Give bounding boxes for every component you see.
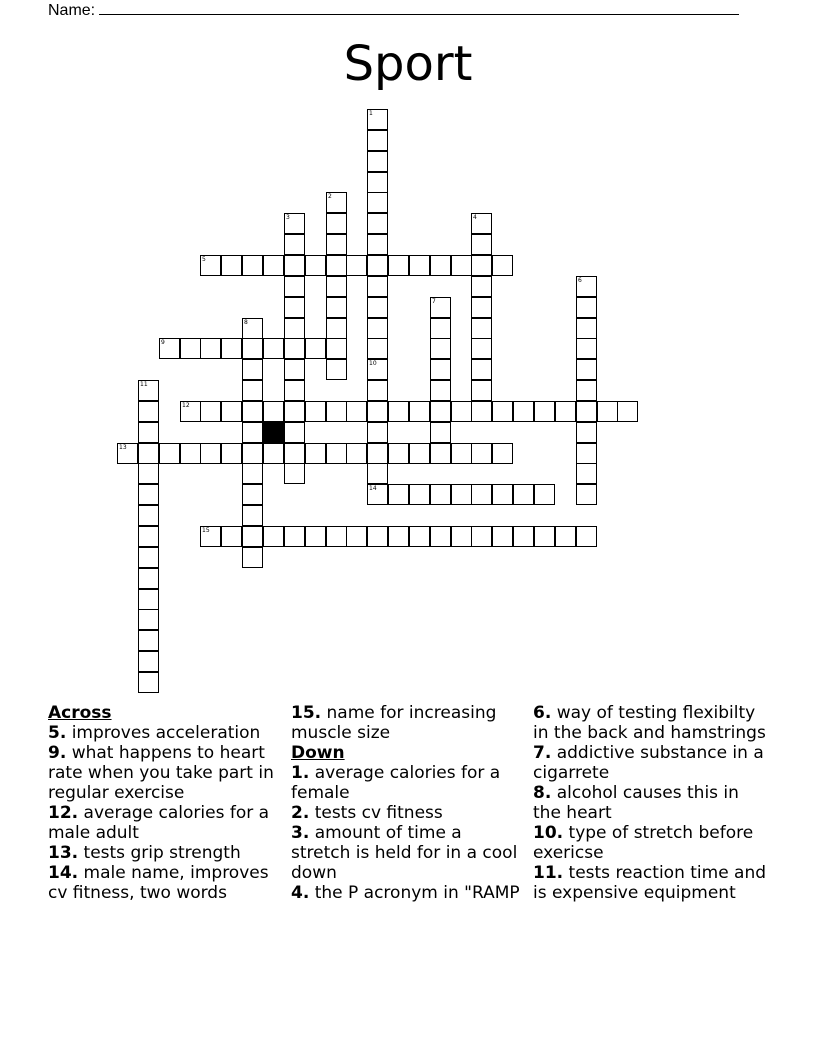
grid-cell[interactable] <box>242 318 263 339</box>
grid-cell[interactable] <box>513 484 534 505</box>
grid-cell[interactable] <box>284 338 305 359</box>
grid-cell[interactable] <box>117 443 138 464</box>
grid-cell[interactable] <box>471 276 492 297</box>
grid-cell[interactable] <box>576 443 597 464</box>
grid-cell[interactable] <box>409 443 430 464</box>
grid-cell[interactable] <box>284 359 305 380</box>
grid-cell[interactable] <box>471 297 492 318</box>
grid-cell[interactable] <box>346 526 367 547</box>
grid-cell[interactable] <box>471 213 492 234</box>
grid-cell[interactable] <box>284 401 305 422</box>
clue-number: 4 <box>473 214 477 221</box>
grid-cell[interactable] <box>430 443 451 464</box>
clue-number: 6 <box>578 277 582 284</box>
grid-cell[interactable] <box>138 526 159 547</box>
grid-cell[interactable] <box>388 255 409 276</box>
grid-cell[interactable] <box>617 401 638 422</box>
grid-cell[interactable] <box>138 589 159 610</box>
clue-number: 8 <box>244 319 248 326</box>
grid-cell[interactable] <box>242 547 263 568</box>
grid-cell[interactable] <box>430 297 451 318</box>
clue-across-13: 13. tests grip strength <box>48 843 241 863</box>
grid-cell[interactable] <box>138 505 159 526</box>
clue-number: 13 <box>119 444 127 451</box>
grid-cell[interactable] <box>555 526 576 547</box>
grid-cell[interactable] <box>367 318 388 339</box>
grid-cell[interactable] <box>326 234 347 255</box>
grid-cell[interactable] <box>284 276 305 297</box>
grid-cell[interactable] <box>346 401 367 422</box>
clue-across-14: 14. male name, improves cv fitness, two words <box>48 863 269 903</box>
grid-cell[interactable] <box>263 526 284 547</box>
grid-cell[interactable] <box>284 318 305 339</box>
grid-cell[interactable] <box>305 255 326 276</box>
grid-cell[interactable] <box>326 359 347 380</box>
grid-cell[interactable] <box>138 422 159 443</box>
grid-cell[interactable] <box>388 526 409 547</box>
grid-cell[interactable] <box>430 401 451 422</box>
grid-cell[interactable] <box>492 443 513 464</box>
grid-cell[interactable] <box>305 401 326 422</box>
grid-cell[interactable] <box>305 526 326 547</box>
grid-cell[interactable] <box>138 380 159 401</box>
grid-cell[interactable] <box>367 422 388 443</box>
grid-cell[interactable] <box>471 234 492 255</box>
grid-cell[interactable] <box>138 463 159 484</box>
grid-cell[interactable] <box>326 297 347 318</box>
grid-cell[interactable] <box>200 443 221 464</box>
grid-cell[interactable] <box>576 463 597 484</box>
grid-cell[interactable] <box>138 568 159 589</box>
grid-cell[interactable] <box>367 443 388 464</box>
clue-number: 14 <box>369 485 377 492</box>
grid-cell[interactable] <box>555 401 576 422</box>
grid-cell[interactable] <box>180 443 201 464</box>
grid-cell[interactable] <box>367 359 388 380</box>
clues-column-3 <box>533 703 768 903</box>
grid-cell[interactable] <box>367 338 388 359</box>
grid-cell[interactable] <box>492 484 513 505</box>
grid-cell[interactable] <box>367 172 388 193</box>
grid-cell[interactable] <box>492 255 513 276</box>
clue-down-2: 2. tests cv fitness <box>291 803 443 823</box>
grid-cell[interactable] <box>200 255 221 276</box>
grid-cell[interactable] <box>284 213 305 234</box>
grid-cell[interactable] <box>430 380 451 401</box>
grid-cell[interactable] <box>346 255 367 276</box>
clue-number: 15 <box>202 527 210 534</box>
grid-cell[interactable] <box>367 401 388 422</box>
grid-cell[interactable] <box>221 338 242 359</box>
clue-down-10: 10. type of stretch before exericse <box>533 823 754 863</box>
grid-cell[interactable] <box>409 401 430 422</box>
grid-cell[interactable] <box>451 526 472 547</box>
grid-cell[interactable] <box>138 672 159 693</box>
clue-down-6: 6. way of testing flexibilty in the back and hamstrings <box>533 703 766 743</box>
grid-cell[interactable] <box>138 443 159 464</box>
grid-cell[interactable] <box>513 401 534 422</box>
grid-cell[interactable] <box>159 338 180 359</box>
grid-cell[interactable] <box>326 526 347 547</box>
grid-cell[interactable] <box>576 484 597 505</box>
grid-cell[interactable] <box>367 380 388 401</box>
down-heading: Down <box>291 743 345 763</box>
grid-cell[interactable] <box>326 192 347 213</box>
clue-number: 5 <box>202 256 206 263</box>
grid-cell[interactable] <box>576 401 597 422</box>
page-title: Sport <box>343 36 473 92</box>
grid-cell[interactable] <box>513 526 534 547</box>
grid-cell[interactable] <box>409 255 430 276</box>
grid-cell[interactable] <box>430 359 451 380</box>
grid-cell[interactable] <box>367 130 388 151</box>
grid-cell[interactable] <box>492 526 513 547</box>
grid-cell[interactable] <box>471 359 492 380</box>
grid-cell[interactable] <box>242 443 263 464</box>
grid-cell[interactable] <box>326 276 347 297</box>
grid-cell[interactable] <box>242 505 263 526</box>
grid-cell[interactable] <box>367 255 388 276</box>
clue-across-9: 9. what happens to heart rate when you take part in regular exercise <box>48 743 274 803</box>
grid-cell[interactable] <box>242 338 263 359</box>
grid-cell[interactable] <box>430 338 451 359</box>
grid-cell[interactable] <box>471 401 492 422</box>
clue-across-5: 5. improves acceleration <box>48 723 261 743</box>
grid-cell[interactable] <box>451 255 472 276</box>
grid-cell[interactable] <box>305 338 326 359</box>
grid-cell[interactable] <box>388 484 409 505</box>
grid-cell[interactable] <box>326 401 347 422</box>
grid-cell[interactable] <box>471 318 492 339</box>
grid-cell[interactable] <box>242 255 263 276</box>
grid-cell[interactable] <box>471 484 492 505</box>
grid-cell[interactable] <box>367 276 388 297</box>
grid-cell[interactable] <box>471 338 492 359</box>
grid-cell[interactable] <box>367 526 388 547</box>
grid-cell[interactable] <box>242 422 263 443</box>
grid-cell[interactable] <box>180 338 201 359</box>
grid-cell[interactable] <box>534 484 555 505</box>
grid-cell[interactable] <box>388 443 409 464</box>
grid-cell[interactable] <box>138 609 159 630</box>
name-label: Name: <box>48 2 96 19</box>
grid-cell[interactable] <box>326 443 347 464</box>
grid-cell[interactable] <box>242 359 263 380</box>
grid-cell[interactable] <box>221 401 242 422</box>
grid-cell[interactable] <box>200 401 221 422</box>
grid-cell[interactable] <box>326 255 347 276</box>
grid-cell[interactable] <box>138 630 159 651</box>
clue-number: 1 <box>369 110 373 117</box>
grid-cell[interactable] <box>284 463 305 484</box>
grid-cell[interactable] <box>284 443 305 464</box>
clues-column-1 <box>48 703 283 903</box>
clue-number: 10 <box>369 360 377 367</box>
clue-number: 2 <box>328 193 332 200</box>
grid-cell[interactable] <box>221 526 242 547</box>
grid-cell[interactable] <box>284 234 305 255</box>
grid-cell[interactable] <box>284 422 305 443</box>
grid-cell[interactable] <box>367 109 388 130</box>
grid-cell[interactable] <box>284 297 305 318</box>
grid-cell[interactable] <box>430 255 451 276</box>
grid-cell[interactable] <box>576 526 597 547</box>
grid-cell[interactable] <box>346 443 367 464</box>
grid-cell[interactable] <box>138 651 159 672</box>
clue-number: 12 <box>182 402 190 409</box>
grid-cell[interactable] <box>576 318 597 339</box>
grid-cell[interactable] <box>430 484 451 505</box>
grid-cell[interactable] <box>576 359 597 380</box>
grid-cell[interactable] <box>263 255 284 276</box>
grid-cell[interactable] <box>451 484 472 505</box>
grid-cell[interactable] <box>430 526 451 547</box>
clue-down-3: 3. amount of time a stretch is held for in a cool down <box>291 823 518 883</box>
grid-cell[interactable] <box>242 526 263 547</box>
grid-cell[interactable] <box>138 484 159 505</box>
grid-cell[interactable] <box>242 463 263 484</box>
grid-cell[interactable] <box>221 443 242 464</box>
grid-cell[interactable] <box>326 338 347 359</box>
grid-cell[interactable] <box>597 401 618 422</box>
grid-cell[interactable] <box>409 526 430 547</box>
grid-cell[interactable] <box>326 213 347 234</box>
grid-cell[interactable] <box>367 234 388 255</box>
grid-cell[interactable] <box>180 401 201 422</box>
clue-across-15: 15. name for increasing muscle size <box>291 703 497 743</box>
grid-cell[interactable] <box>367 297 388 318</box>
grid-cell[interactable] <box>430 318 451 339</box>
clues-column-2 <box>291 703 526 903</box>
grid-cell[interactable] <box>471 255 492 276</box>
grid-cell[interactable] <box>200 338 221 359</box>
grid-cell[interactable] <box>263 443 284 464</box>
grid-cell[interactable] <box>367 463 388 484</box>
grid-cell[interactable] <box>367 213 388 234</box>
clue-down-1: 1. average calories for a female <box>291 763 501 803</box>
clue-number: 9 <box>161 339 165 346</box>
grid-cell[interactable] <box>284 255 305 276</box>
grid-cell[interactable] <box>242 380 263 401</box>
clue-down-11: 11. tests reaction time and is expensive equipment <box>533 863 767 903</box>
grid-cell[interactable] <box>451 401 472 422</box>
grid-cell[interactable] <box>576 338 597 359</box>
grid-cell[interactable] <box>200 526 221 547</box>
grid-cell[interactable] <box>138 547 159 568</box>
grid-cell[interactable] <box>263 401 284 422</box>
clue-across-12: 12. average calories for a male adult <box>48 803 270 843</box>
clue-down-7: 7. addictive substance in a cigarrete <box>533 743 764 783</box>
grid-cell[interactable] <box>367 484 388 505</box>
grid-cell[interactable] <box>451 443 472 464</box>
grid-cell[interactable] <box>242 401 263 422</box>
grid-cell[interactable] <box>492 401 513 422</box>
grid-cell[interactable] <box>221 255 242 276</box>
clue-down-4: 4. the P acronym in "RAMP <box>291 883 520 903</box>
grid-cell[interactable] <box>430 422 451 443</box>
clue-number: 7 <box>432 298 436 305</box>
grid-cell[interactable] <box>367 151 388 172</box>
grid-cell[interactable] <box>534 526 555 547</box>
grid-cell[interactable] <box>576 380 597 401</box>
grid-cell[interactable] <box>326 318 347 339</box>
grid-cell[interactable] <box>284 380 305 401</box>
grid-cell[interactable] <box>284 526 305 547</box>
grid-cell[interactable] <box>242 484 263 505</box>
clue-number: 11 <box>140 381 148 388</box>
grid-cell[interactable] <box>471 380 492 401</box>
grid-cell[interactable] <box>305 443 326 464</box>
grid-cell[interactable] <box>471 526 492 547</box>
across-heading: Across <box>48 703 112 723</box>
grid-cell[interactable] <box>534 401 555 422</box>
clue-down-8: 8. alcohol causes this in the heart <box>533 783 739 823</box>
grid-cell[interactable] <box>138 401 159 422</box>
grid-black-cell <box>263 422 284 443</box>
grid-cell[interactable] <box>159 443 180 464</box>
grid-cell[interactable] <box>263 338 284 359</box>
clue-number: 3 <box>286 214 290 221</box>
grid-cell[interactable] <box>367 192 388 213</box>
grid-cell[interactable] <box>576 422 597 443</box>
grid-cell[interactable] <box>409 484 430 505</box>
grid-cell[interactable] <box>576 276 597 297</box>
grid-cell[interactable] <box>471 443 492 464</box>
grid-cell[interactable] <box>576 297 597 318</box>
grid-cell[interactable] <box>388 401 409 422</box>
